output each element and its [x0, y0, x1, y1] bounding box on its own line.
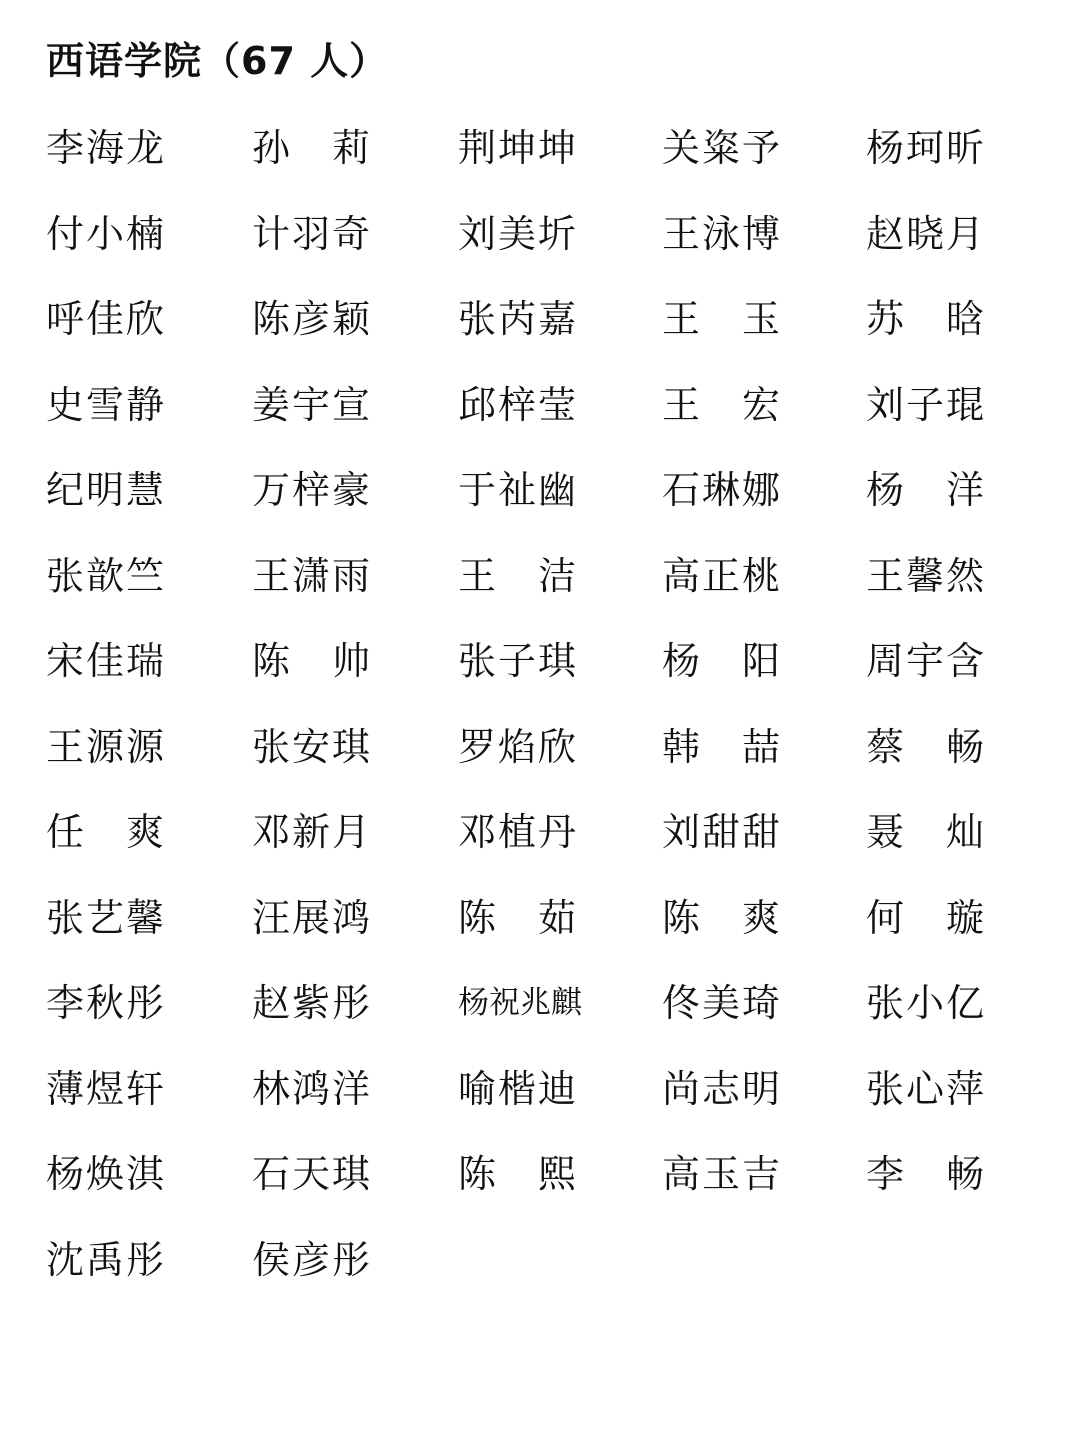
student-name: 纪 明 慧	[46, 468, 164, 512]
student-name: 姜 宇 宣	[252, 382, 370, 427]
student-name: 张 艺 馨	[46, 895, 164, 940]
student-name: 张 安 琪	[252, 724, 370, 769]
student-name: 李 秋 彤	[46, 981, 164, 1025]
student-name: 周 宇 含	[866, 639, 984, 683]
student-name: 杨 珂 昕	[866, 126, 984, 170]
student-name: 王 宏	[662, 382, 780, 427]
student-name: 罗 焰 欣	[458, 724, 576, 769]
student-name: 侯 彦 彤	[252, 1237, 370, 1282]
student-name: 高 玉 吉	[662, 1152, 780, 1196]
student-name: 薄 煜 轩	[46, 1066, 164, 1111]
student-name: 聂 灿	[866, 810, 984, 854]
student-name: 汪 展 鸿	[252, 895, 370, 940]
student-name: 关 粢 予	[662, 126, 780, 170]
student-name: 杨 阳	[662, 639, 780, 683]
student-name: 石 琳 娜	[662, 468, 780, 512]
name-list	[46, 120, 1046, 1317]
student-name: 王 洁	[458, 553, 576, 598]
student-name: 韩 喆	[662, 724, 780, 769]
student-name: 李 畅	[866, 1152, 984, 1196]
student-name: 付 小 楠	[46, 211, 164, 256]
student-name: 邓 植 丹	[458, 810, 576, 854]
student-name: 刘 子 琨	[866, 382, 984, 427]
student-name: 史 雪 静	[46, 382, 164, 427]
student-name: 于 祉 幽	[458, 468, 576, 512]
student-name: 陈 茹	[458, 895, 576, 940]
student-name: 林 鸿 洋	[252, 1066, 370, 1111]
student-name: 尚 志 明	[662, 1066, 780, 1111]
student-name: 何 璇	[866, 895, 984, 940]
student-name: 陈 爽	[662, 895, 780, 940]
student-name: 陈 帅	[252, 639, 370, 683]
student-name: 杨 洋	[866, 468, 984, 512]
student-name: 石 天 琪	[252, 1152, 370, 1196]
student-name: 苏 晗	[866, 297, 984, 341]
student-name: 赵 紫 彤	[252, 981, 370, 1025]
document-title: 西语学院（67 人）	[46, 39, 389, 83]
student-name: 王 源 源	[46, 724, 164, 769]
student-name: 蔡 畅	[866, 724, 984, 769]
student-name: 万 梓 豪	[252, 468, 370, 512]
student-name: 杨 祝 兆 麒	[458, 985, 582, 1021]
student-name: 荆 坤 坤	[458, 126, 576, 170]
student-name: 杨 焕 淇	[46, 1152, 164, 1196]
student-name: 任 爽	[46, 810, 164, 854]
student-name: 张 小 亿	[866, 981, 984, 1025]
student-name: 张 子 琪	[458, 639, 576, 683]
student-name: 沈 禹 彤	[46, 1237, 164, 1282]
student-name: 喻 楷 迪	[458, 1066, 576, 1111]
student-name: 李 海 龙	[46, 126, 164, 170]
student-name: 刘 美 圻	[458, 211, 576, 256]
student-name: 王 潇 雨	[252, 553, 370, 598]
student-name: 王 泳 博	[662, 211, 780, 256]
student-name: 邓 新 月	[252, 810, 370, 854]
student-name: 陈 熙	[458, 1152, 576, 1196]
student-name: 王 玉	[662, 297, 780, 341]
student-name: 王 馨 然	[866, 553, 984, 598]
student-name: 高 正 桃	[662, 553, 780, 598]
student-name: 张 歆 竺	[46, 553, 164, 598]
student-name: 佟 美 琦	[662, 981, 780, 1025]
student-name: 计 羽 奇	[252, 211, 370, 256]
student-name: 张 芮 嘉	[458, 297, 576, 341]
student-name: 陈 彦 颖	[252, 297, 370, 341]
student-name: 刘 甜 甜	[662, 810, 780, 854]
student-name: 赵 晓 月	[866, 211, 984, 256]
student-name: 邱 梓 莹	[458, 382, 576, 427]
student-name: 孙 莉	[252, 126, 370, 170]
student-name: 张 心 萍	[866, 1066, 984, 1111]
student-name: 呼 佳 欣	[46, 297, 164, 341]
student-name: 宋 佳 瑞	[46, 639, 164, 683]
